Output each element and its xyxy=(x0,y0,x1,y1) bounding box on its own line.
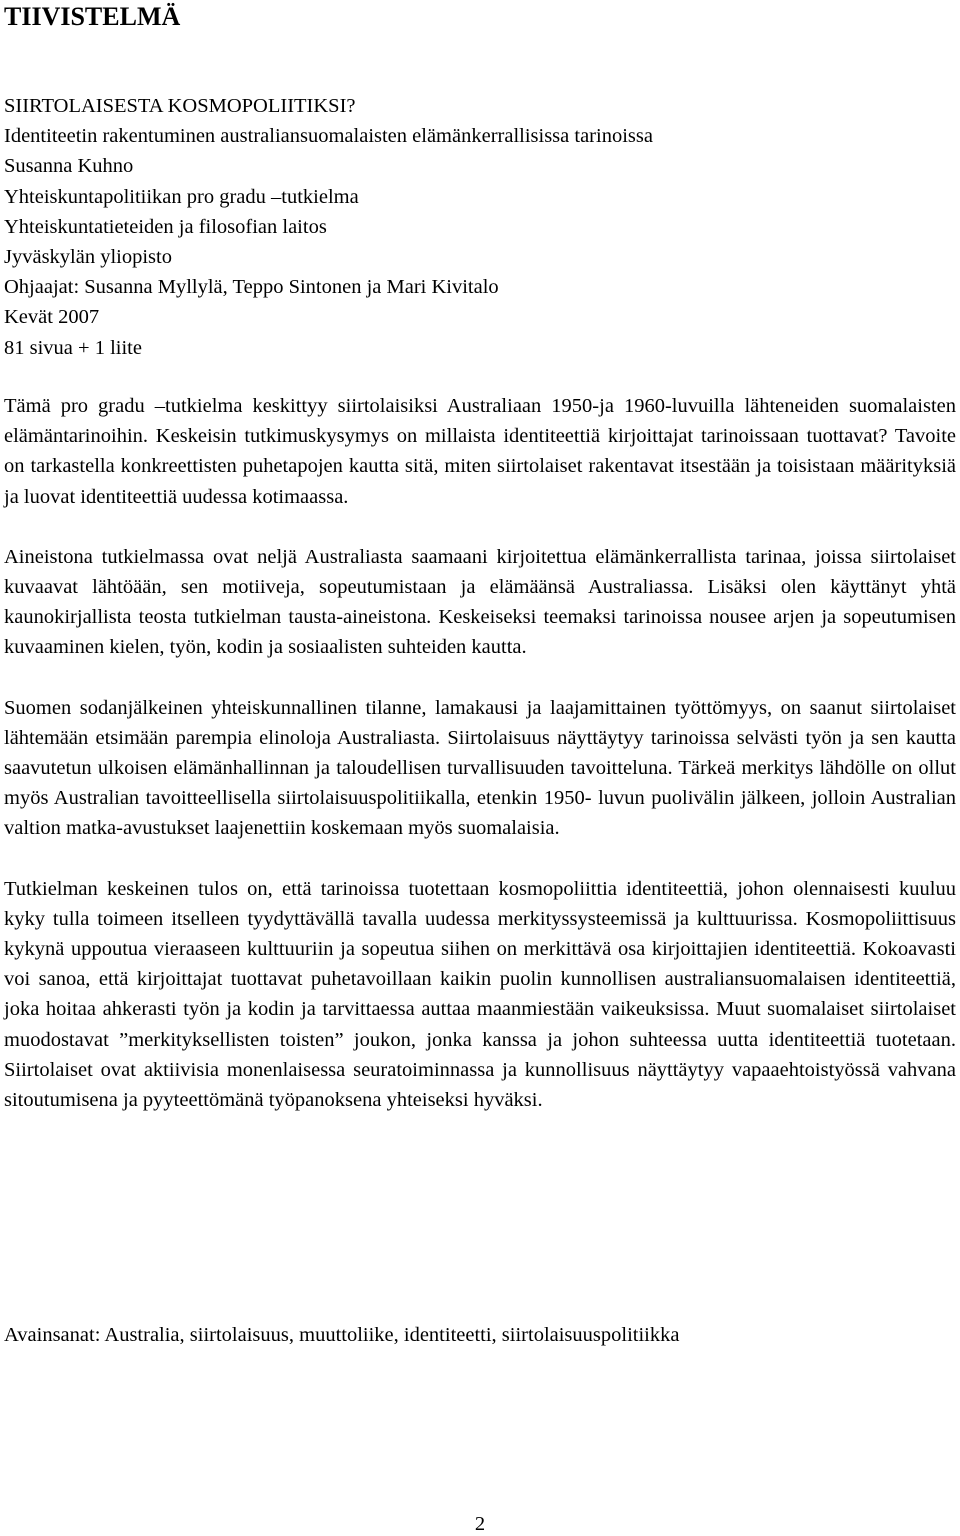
abstract-paragraph: Aineistona tutkielmassa ovat neljä Australiasta saamaani kirjoitettua elämänkerrallista tarinaa, joissa siirtolaiset kuvaavat lähtöään, sen motiiveja, sopeutumistaan ja elämäänsä Australiassa. Lisäksi olen käyttänyt yhtä kaunokirjallista teosta tutkielman tausta-aineistona. Keskeiseksi teemaksi tarinoissa nousee arjen ja sopeutumisen kuvaaminen kielen, työn, kodin ja sosiaalisten suhteiden kautta. xyxy=(4,545,956,659)
university-name: Jyväskylän yliopisto xyxy=(4,246,172,269)
abstract-paragraph: Suomen sodanjälkeinen yhteiskunnallinen tilanne, lamakausi ja laajamittainen työttömyys, on saanut siirtolaiset lähtemään etsimään parempia elinoloja Australiasta. Siirtolaisuus näyttäytyy tarinoissa selvästi työn ja sen kautta saavutetun ulkoisen elämänhallinnan ja taloudellisen turvallisuuden tavoitteluna. Tärkeä merkitys lähdölle on ollut myös Australian tavoitteellisella siirtolaisuuspolitiikalla, etenkin 1950- luvun puolivälin jälkeen, jolloin Australian valtion matka-avustukset laajenettiin koskemaan myös suomalaisia. xyxy=(4,696,956,840)
thesis-metadata xyxy=(4,91,954,363)
thesis-subtitle: Identiteetin rakentuminen australiansuomalaisten elämänkerrallisissa tarinoissa xyxy=(4,125,653,148)
page-number: 2 xyxy=(474,1513,486,1535)
thesis-type: Yhteiskuntapolitiikan pro gradu –tutkielma xyxy=(4,185,359,208)
abstract-paragraph: Tutkielman keskeinen tulos on, että tarinoissa tuotettaan kosmopoliittia identiteettiä, johon olennaisesti kuuluu kyky tulla toimeen itselleen tyydyttävällä tavalla uudessa merkityssysteemissä ja kulttuurissa. Kosmopoliittisuus kykynä uppoutua vieraaseen kulttuuriin ja sopeutua siihen on merkittävä osa kirjoittajien identiteettiä. Kokoavasti voi sanoa, että kirjoittajat tuottavat puhetavoillaan kaikin puolin kunnollisen australiansuomalaisen identiteettiä, joka hoitaa ahkerasti työn ja kodin ja tarvittaessa auttaa maanmiestään vaikeuksissa. Muut suomalaiset siirtolaiset muodostavat ”merkityksellisten toisten” joukon, jonka kanssa ja johon suhteessa uutta identiteettiä tuotetaan. Siirtolaiset ovat aktiivisia monenlaisessa seuratoiminnassa ja kunnollisuus näyttäytyy vapaaehtoistyössä vahvana sitoutumisena ja pyyteettömänä työpanoksena yhteiseksi hyväksi. xyxy=(4,877,956,1112)
supervisors: Ohjaajat: Susanna Myllylä, Teppo Sintonen ja Mari Kivitalo xyxy=(4,276,499,299)
abstract-paragraph: Tämä pro gradu –tutkielma keskittyy siirtolaisiksi Australiaan 1950-ja 1960-luvuilla lähteneiden suomalaisten elämäntarinoihin. Keskeisin tutkimuskysymys on millaista identiteettiä kirjoittajat tarinoissaan tuottavat? Tavoite on tarkastella konkreettisten puhetapojen kautta sitä, miten siirtolaiset rakentavat itsestään ja toisistaan määrityksiä ja luovat identiteettiä uudessa kotimaassa. xyxy=(4,395,956,508)
thesis-title: SIIRTOLAISESTA KOSMOPOLIITIKSI? xyxy=(4,95,356,117)
keywords: Avainsanat: Australia, siirtolaisuus, muuttoliike, identiteetti, siirtolaisuuspolitiikka xyxy=(4,1324,680,1346)
abstract-body xyxy=(4,391,956,1145)
page-heading: TIIVISTELMÄ xyxy=(4,2,181,31)
author-name: Susanna Kuhno xyxy=(4,155,134,178)
page-count: 81 sivua + 1 liite xyxy=(4,336,142,359)
semester: Kevät 2007 xyxy=(4,306,100,329)
department-name: Yhteiskuntatieteiden ja filosofian laitos xyxy=(4,215,327,238)
